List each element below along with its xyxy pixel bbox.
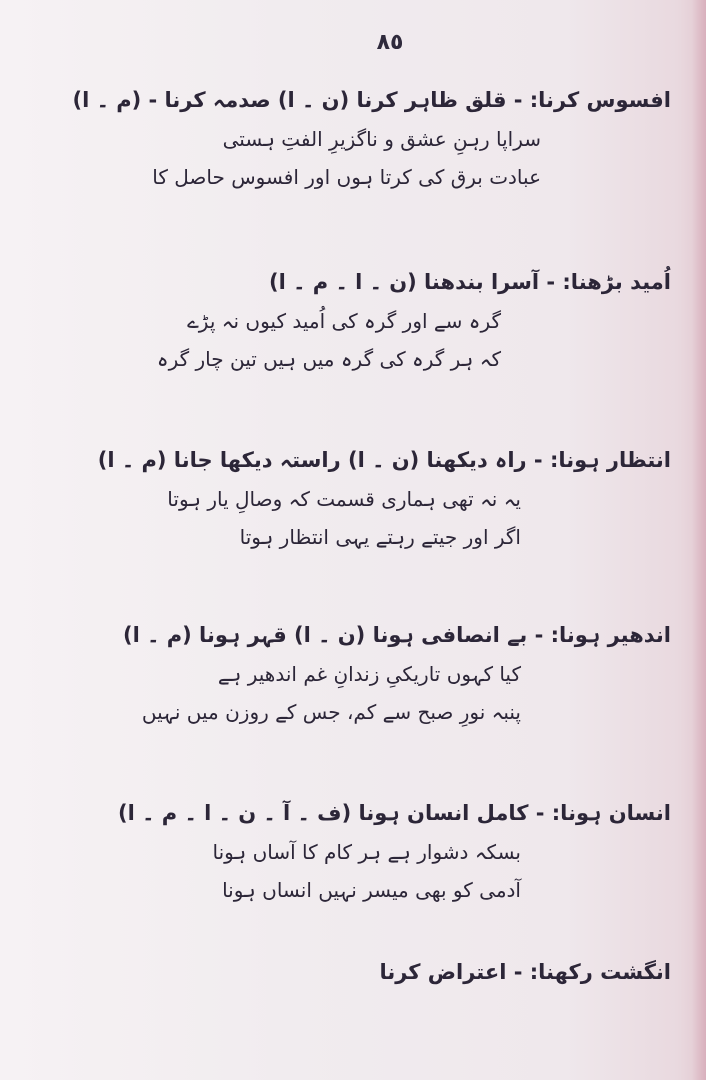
verse-line-5a: بسکہ دشوار ہے ہر کام کا آساں ہونا [212, 840, 521, 864]
verse-line-1a: سراپا رہنِ عشق و ناگزیرِ الفتِ ہستی [222, 127, 541, 151]
verse-line-3b: اگر اور جیتے رہتے یہی انتظار ہوتا [239, 525, 521, 549]
idiom-entry-6 [379, 952, 671, 992]
idiom-heading-2: اُمید بڑھنا: - آسرا بندھنا (ن ۔ ا ۔ م ۔ ا) [269, 270, 671, 294]
verse-line-2a: گرہ سے اور گرہ کی اُمید کیوں نہ پڑے [187, 309, 501, 333]
idiom-heading-1: افسوس کرنا: - قلق ظاہر کرنا (ن ۔ ا) صدمہ کرنا - (م ۔ ا) [72, 88, 671, 112]
idiom-heading-4: اندھیر ہونا: - بے انصافی ہونا (ن ۔ ا) قہر ہونا (م ۔ ا) [123, 623, 671, 647]
page-edge-shadow [692, 0, 706, 1080]
verse-line-5b: آدمی کو بھی میسر نہیں انساں ہونا [222, 878, 521, 902]
verse-line-4a: کیا کہوں تاریکیِ زندانِ غم اندھیر ہے [217, 662, 521, 686]
verse-line-4b: پنبہ نورِ صبح سے کم، جس کے روزن میں نہیں [141, 700, 521, 724]
idiom-heading-5: انسان ہونا: - کامل انسان ہونا (ف ۔ آ ۔ ن ۔ ا ۔ م ۔ ا) [118, 801, 671, 825]
verse-line-1b: عبادت برق کی کرتا ہوں اور افسوس حاصل کا [152, 165, 541, 189]
verse-line-2b: کہ ہر گرہ کی گرہ میں ہیں تین چار گرہ [156, 347, 501, 371]
idiom-entry-2 [157, 262, 671, 378]
idiom-entry-4 [123, 615, 671, 731]
idiom-entry-5 [118, 793, 671, 909]
idiom-entry-1 [72, 80, 671, 196]
idiom-heading-3: انتظار ہونا: - راہ دیکھنا (ن ۔ ا) راستہ دیکھا جانا (م ۔ ا) [97, 448, 671, 472]
idiom-entry-3 [98, 440, 671, 556]
page-number: ٨٥ [376, 30, 404, 55]
idiom-heading-6: انگشت رکھنا: - اعتراض کرنا [379, 960, 671, 984]
verse-line-3a: یہ نہ تھی ہماری قسمت کہ وصالِ یار ہوتا [167, 487, 521, 511]
